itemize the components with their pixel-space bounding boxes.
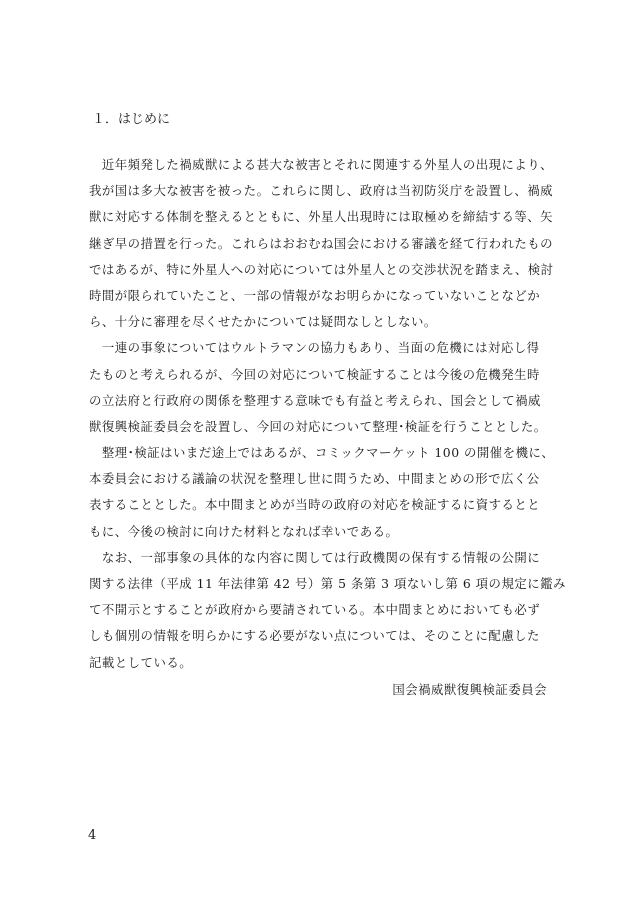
body-line: 我が国は多大な被害を被った。これらに関し、政府は当初防災庁を設置し、禍威	[89, 183, 554, 199]
body-line: ではあるが、特に外星人への対応については外星人との交渉状況を踏まえ、検討	[89, 261, 554, 277]
body-line: て不開示とすることが政府から要請されている。本中間まとめにおいても必ず	[89, 602, 541, 618]
page-number: 4	[88, 828, 97, 843]
committee-signature: 国会禍威獣復興検証委員会	[392, 682, 547, 697]
body-line: 継ぎ早の措置を行った。これらはおおむね国会における審議を経て行われたもの	[89, 235, 554, 251]
body-line: の立法府と行政府の関係を整理する意味でも有益と考えられ、国会として禍威	[89, 392, 541, 408]
body-line: ら、十分に審理を尽くせたかについては疑問なしとしない。	[89, 314, 437, 330]
body-line: 獣に対応する体制を整えるとともに、外星人出現時には取極めを締結する等、矢	[89, 209, 554, 225]
body-line: たものと考えられるが、今回の対応について検証することは今後の危機発生時	[89, 366, 540, 382]
body-line: もに、今後の検討に向けた材料となれば幸いである。	[89, 523, 399, 539]
body-line: 関する法律（平成 11 年法律第 42 号）第 5 条第 3 項ないし第 6 項の規定に鑑み	[89, 576, 566, 591]
body-line: 獣復興検証委員会を設置し、今回の対応について整理･検証を行うこととした。	[89, 418, 547, 434]
section-heading: １．はじめに	[92, 112, 171, 127]
body-line: 記載としている。	[89, 654, 193, 670]
body-line: 時間が限られていたこと、一部の情報がなお明らかになっていないことなどか	[89, 287, 541, 303]
body-line: 一連の事象についてはウルトラマンの協力もあり、当面の危機には対応し得	[89, 340, 540, 356]
body-line: 表することとした。本中間まとめが当時の政府の対応を検証するに資するとと	[89, 497, 541, 513]
body-line: 本委員会における議論の状況を整理し世に問うため、中間まとめの形で広く公	[89, 471, 540, 487]
body-line: 近年頻発した禍威獣による甚大な被害とそれに関連する外星人の出現により、	[89, 157, 554, 172]
body-line: なお、一部事象の具体的な内容に関しては行政機関の保有する情報の公開に	[89, 549, 541, 565]
body-text	[89, 152, 566, 676]
body-line: しも個別の情報を明らかにする必要がない点については、そのことに配慮した	[89, 628, 540, 644]
body-line: 整理･検証はいまだ途上ではあるが、コミックマーケット 100 の開催を機に、	[89, 445, 555, 461]
